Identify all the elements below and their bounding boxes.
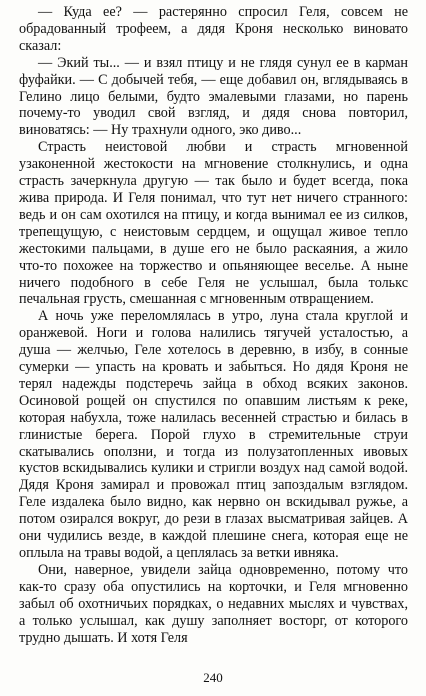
paragraph-3: Страсть неистовой любви и страсть мгновенной узаконенной жестокости на мгновение столкнулись, и одна страсть зачеркнула другую — так было и будет всегда, пока жива природа. И Геля понимал, что тут нет ничего странного: ведь и он сам охотился на птицу, и когда вынимал ее из силков, трепещущую, с неистовым сердцем, и ощущал живое тепло жестокими пальцами, в душе его не было раскаяния, а жило что-то похожее на торжество и опьяняющее веселье. А ныне ничего подобного в себе Геля не услышал, была толькс печальная грусть, смешанная с мгновенным отвращением. (19, 139, 408, 308)
paragraph-2: — Экий ты... — и взял птицу и не глядя сунул ее в карман фуфайки. — С добычей тебя, — еще добавил он, вглядываясь в Гелино лицо белыми, будто эмалевыми глазами, но парень почему-то уводил свой взгляд, и дядя снова повторил, виноватясь: — Ну трахнули одного, эко диво... (19, 54, 408, 139)
body-text (19, 4, 408, 646)
paragraph-5: Они, наверное, увидели зайца одновременно, потому что как-то сразу оба опустились на корточки, и Геля мгновенно забыл об охотничьих порядках, о недавних мыслях и чувствах, а только услышал, как душу заполняет восторг, от которого трудно дышать. И хотя Геля (19, 561, 408, 646)
paragraph-4: А ночь уже переломлялась в утро, луна стала круглой и оранжевой. Ноги и голова налились тягучей усталостью, а душа — желчью, Геле хотелось в деревню, в избу, в сонные сумерки — упасть на кровать и забыться. Но дядя Кроня не терял надежды подстеречь зайца в обход всяких законов. Осиновой рощей он спустился по опавшим листьям к реке, которая набухла, тоже налилась весенней страстью и билась в глинистые берега. Порой глухо в стремительные струи скатывались оползни, и тогда из полузатопленных ивовых кустов вскидывались кулики и стригли воздух над самой водой. Дядя Кроня замирал и провожал птиц запоздалым взглядом. Геле издалека было видно, как нервно он вскидывал ружье, а потом озирался вокруг, до рези в глазах высматривая зайцев. А они чудились везде, в каждой плешине снега, которая еще не оплыла на травы водой, а цеплялась за ветки ивняка. (19, 308, 408, 561)
page-number: 240 (203, 670, 223, 685)
paragraph-1: — Куда ее? — растерянно спросил Геля, совсем не обрадованный трофеем, а дядя Кроня несколько виновато сказал: (19, 4, 408, 54)
